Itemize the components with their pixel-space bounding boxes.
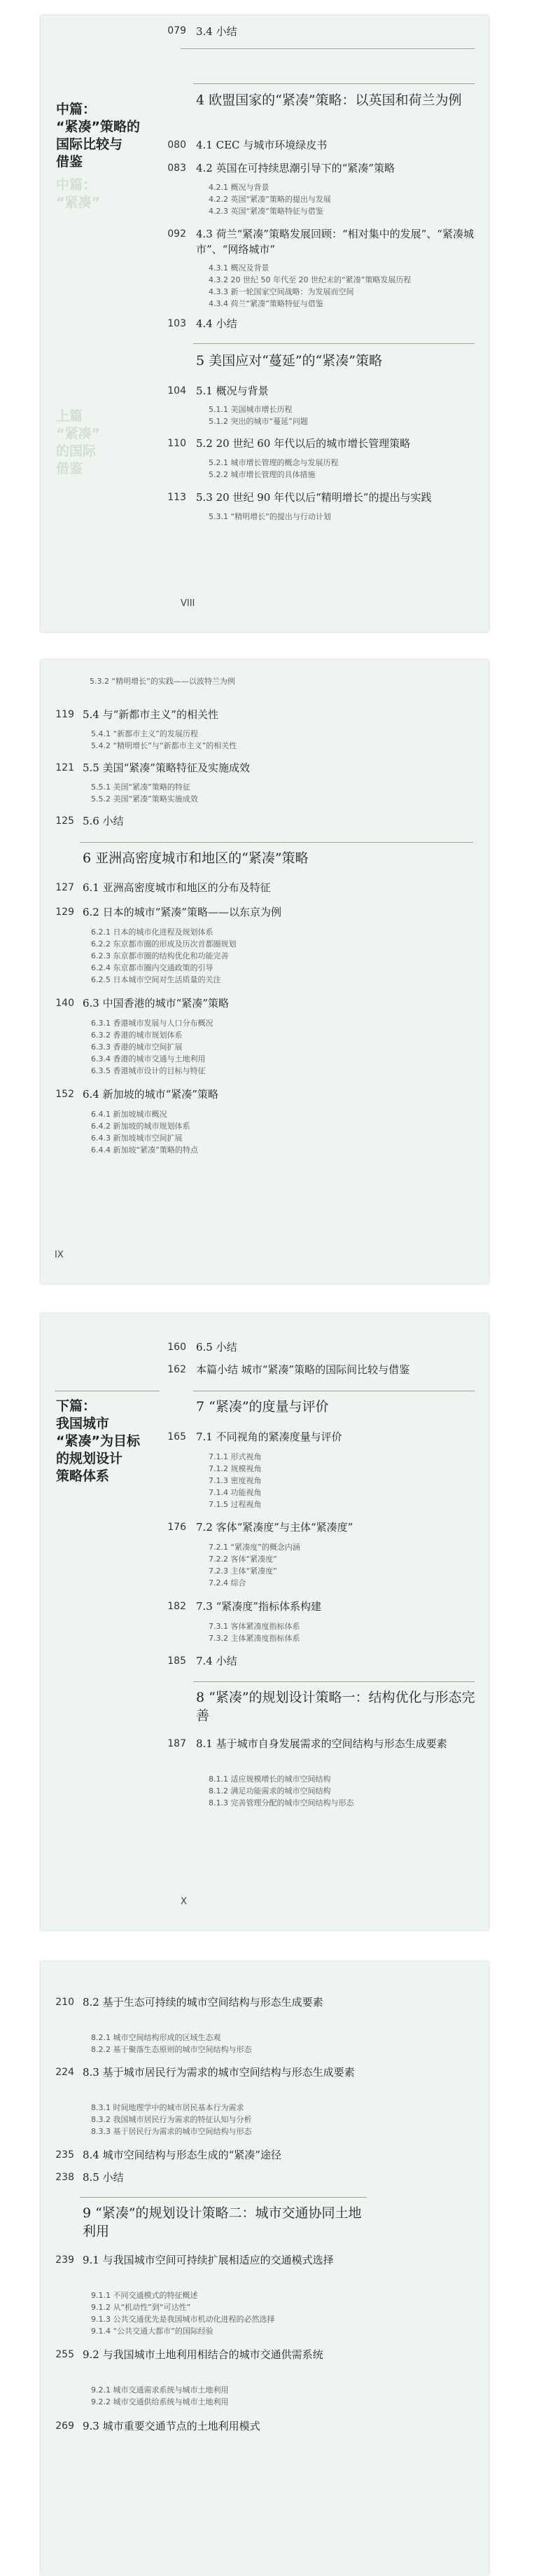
subsection: 8.3.2 我国城市居民行为需求的特征认知与分析 <box>91 2115 252 2124</box>
subsection: 6.4.2 新加坡的城市规划体系 <box>91 1122 190 1131</box>
subsection: 7.3.1 客体紧凑度指标体系 <box>209 1622 300 1631</box>
chapter-7-title: 7 “紧凑”的度量与评价 <box>196 1399 329 1414</box>
entry-title: 5.3 20 世纪 90 年代以后“精明增长”的提出与实践 <box>196 491 432 504</box>
subsection: 8.2.1 城市空间结构形成的区域生态观 <box>91 2033 221 2042</box>
subsection: 5.3.1 “精明增长”的提出与行动计划 <box>209 512 331 521</box>
subsection: 6.3.1 香港城市发展与人口分布概况 <box>91 1019 214 1028</box>
chapter-rule <box>80 842 473 843</box>
subsection: 9.1.1 不同交通模式的特征概述 <box>91 2291 198 2300</box>
entry-title: 8.3 基于城市居民行为需求的城市空间结构与形态生成要素 <box>83 2066 355 2079</box>
chapter-4-title: 4 欧盟国家的“紧凑”策略：以英国和荷兰为例 <box>196 92 462 108</box>
entry-title: 6.5 小结 <box>196 1341 237 1354</box>
page-number: 176 <box>167 1522 186 1533</box>
subsection: 4.3.3 新一轮国家空间战略：为发展而空间 <box>209 287 354 296</box>
subsection: 8.1.2 满足功能需求的城市空间结构 <box>209 1786 331 1796</box>
page-number: 255 <box>55 2349 74 2360</box>
subsection: 5.4.1 “新都市主义”的发展历程 <box>91 729 198 738</box>
entry-title: 9.1 与我国城市空间可持续扩展相适应的交通模式选择 <box>83 2254 334 2266</box>
subsection: 7.1.5 过程视角 <box>209 1500 262 1509</box>
page-number: 239 <box>55 2254 74 2266</box>
subsection: 5.4.2 “精明增长”与“新都市主义”的相关性 <box>91 741 237 750</box>
subsection: 5.3.2 “精明增长”的实践——以波特兰为例 <box>90 677 235 686</box>
entry-title: 7.1 不同视角的紧凑度量与评价 <box>196 1431 342 1443</box>
part-heading-lower: 下篇： 我国城市 “紧凑”为目标 的规划设计 策略体系 <box>56 1398 140 1484</box>
subsection: 4.3.4 荷兰“紧凑”策略特征与借鉴 <box>209 299 323 308</box>
chapter-rule <box>80 2197 367 2198</box>
page-number: 127 <box>55 882 74 893</box>
subsection: 7.1.1 形式视角 <box>209 1452 262 1461</box>
page-number: 224 <box>55 2067 74 2078</box>
page-number: 162 <box>167 1364 186 1375</box>
entry-title: 4.3 荷兰“紧凑”策略发展回顾：“相对集中的发展”、“紧凑城市”、“网络城市” <box>196 228 474 256</box>
page-number: 160 <box>167 1342 186 1353</box>
page-number: 103 <box>167 318 186 329</box>
entry-title: 4.1 CEC 与城市环境绿皮书 <box>196 139 328 151</box>
subsection: 6.4.1 新加坡城市概况 <box>91 1110 167 1119</box>
chapter-9-title: 9 “紧凑”的规划设计策略二：城市交通协同土地利用 <box>83 2205 362 2239</box>
entry-title: 9.3 城市重要交通节点的土地利用模式 <box>83 2420 260 2432</box>
entry-title: 8.5 小结 <box>83 2171 124 2184</box>
entry-title: 5.1 概况与背景 <box>196 385 269 397</box>
entry-title: 7.2 客体“紧凑度”与主体“紧凑度” <box>196 1521 354 1534</box>
entry-title: 5.4 与“新都市主义”的相关性 <box>83 708 218 721</box>
subsection: 6.3.4 香港的城市交通与土地利用 <box>91 1054 206 1063</box>
page-number: 235 <box>55 2149 74 2161</box>
page-number: 104 <box>167 385 186 397</box>
page-number: 152 <box>55 1089 74 1100</box>
subsection: 6.2.2 东京都市圈的形成及历次首都圈规划 <box>91 939 237 949</box>
entry-title: 5.5 美国“紧凑”策略特征及实施成效 <box>83 762 250 774</box>
page-number: 121 <box>55 762 74 773</box>
subsection: 7.1.2 规模视角 <box>209 1464 262 1473</box>
page-folio: IX <box>55 1250 64 1260</box>
page-number: 110 <box>167 438 186 449</box>
subsection: 4.2.1 概况与背景 <box>209 183 270 192</box>
chapter-rule <box>193 1681 475 1682</box>
page-number: 140 <box>55 998 74 1009</box>
chapter-5-title: 5 美国应对“蔓延”的“紧凑”策略 <box>196 353 382 369</box>
chapter-6-title: 6 亚洲高密度城市和地区的“紧凑”策略 <box>83 850 309 866</box>
chapter-rule <box>193 343 475 344</box>
subsection: 5.2.1 城市增长管理的概念与发展历程 <box>209 458 339 467</box>
entry-title: 7.3 “紧凑度”指标体系构建 <box>196 1600 321 1613</box>
subsection: 4.3.2 20 世纪 50 年代至 20 世纪末的“紧凑”策略发展历程 <box>209 275 412 284</box>
faded-show-through-text: 中篇： “紧凑” <box>56 177 100 210</box>
page-folio: X <box>181 1896 187 1907</box>
entry-title: 6.1 亚洲高密度城市和地区的分布及特征 <box>83 881 271 894</box>
toc-page-viii <box>41 15 489 632</box>
subsection: 9.1.3 公共交通优先是我国城市机动化进程的必然选择 <box>91 2315 275 2324</box>
divider <box>181 48 475 49</box>
entry-title: 6.3 中国香港的城市“紧凑”策略 <box>83 997 229 1010</box>
subsection: 8.3.1 时间地理学中的城市居民基本行为需求 <box>91 2103 244 2112</box>
page-number: 125 <box>55 815 74 827</box>
subsection: 8.1.1 适应规模增长的城市空间结构 <box>209 1775 331 1784</box>
page-number: 083 <box>167 163 186 174</box>
subsection: 7.2.4 综合 <box>209 1578 246 1587</box>
subsection: 5.5.1 美国“紧凑”策略的特征 <box>91 783 190 792</box>
subsection: 7.1.3 密度视角 <box>209 1476 262 1485</box>
page-number: 269 <box>55 2420 74 2432</box>
entry-title: 5.2 20 世纪 60 年代以后的城市增长管理策略 <box>196 437 411 450</box>
page-number: 080 <box>167 139 186 151</box>
subsection: 6.4.4 新加坡“紧凑”策略的特点 <box>91 1145 198 1155</box>
page-number: 165 <box>167 1431 186 1442</box>
subsection: 5.1.1 美国城市增长历程 <box>209 405 293 414</box>
subsection: 7.2.2 客体“紧凑度” <box>209 1555 277 1564</box>
subsection: 4.2.2 英国“紧凑”策略的提出与发展 <box>209 195 331 204</box>
entry-title: 8.1 基于城市自身发展需求的空间结构与形态生成要素 <box>196 1737 447 1750</box>
entry-title: 7.4 小结 <box>196 1655 237 1667</box>
part-heading-middle: 中篇： “紧凑”策略的 国际比较与 借鉴 <box>56 102 140 170</box>
subsection: 5.2.2 城市增长管理的具体措施 <box>209 470 316 479</box>
subsection: 9.1.2 从“机动性”到“可达性” <box>91 2303 191 2312</box>
entry-title: 9.2 与我国城市土地利用相结合的城市交通供需系统 <box>83 2348 323 2361</box>
entry-title: 5.6 小结 <box>83 815 124 827</box>
subsection: 6.3.2 香港的城市规划体系 <box>91 1031 183 1040</box>
page-number: 182 <box>167 1601 186 1612</box>
faded-show-through-text: 上篇 “紧凑” 的国际 借鉴 <box>56 408 100 476</box>
entry-title: 4.4 小结 <box>196 317 237 330</box>
page-number: 119 <box>55 709 74 720</box>
page-number: 187 <box>167 1738 186 1749</box>
chapter-8-title: 8 “紧凑”的规划设计策略一：结构优化与形态完善 <box>196 1690 475 1723</box>
subsection: 8.2.2 基于聚落生态原则的城市空间结构与形态 <box>91 2045 252 2054</box>
subsection: 7.1.4 功能视角 <box>209 1488 262 1497</box>
subsection: 4.2.3 英国“紧凑”策略特征与借鉴 <box>209 207 323 216</box>
entry-title: 3.4 小结 <box>196 25 237 38</box>
subsection: 9.2.2 城市交通供给系统与城市土地利用 <box>91 2397 229 2406</box>
entry-title: 4.2 英国在可持续思潮引导下的“紧凑”策略 <box>196 162 395 174</box>
subsection: 6.2.5 日本城市空间对生活质量的关注 <box>91 975 221 984</box>
subsection: 9.2.1 城市交通需求系统与城市土地利用 <box>91 2385 229 2395</box>
subsection: 5.1.2 突出的城市“蔓延”问题 <box>209 417 308 426</box>
page-number: 113 <box>167 492 186 503</box>
page-number: 079 <box>167 25 186 36</box>
page-number: 238 <box>55 2172 74 2183</box>
subsection: 6.4.3 新加坡城市空间扩展 <box>91 1134 183 1143</box>
subsection: 9.1.4 “公共交通大都市”的国际经验 <box>91 2327 214 2336</box>
subsection: 6.2.4 东京都市圈内交通政策的引导 <box>91 963 214 972</box>
entry-title: 6.4 新加坡的城市“紧凑”策略 <box>83 1088 218 1101</box>
page-number: 210 <box>55 1997 74 2008</box>
entry-title: 6.2 日本的城市“紧凑”策略——以东京为例 <box>83 906 281 918</box>
page-number: 185 <box>167 1655 186 1667</box>
subsection: 7.3.2 主体紧凑度指标体系 <box>209 1634 300 1643</box>
subsection: 5.5.2 美国“紧凑”策略实施成效 <box>91 794 198 804</box>
chapter-rule <box>193 83 475 84</box>
subsection: 6.3.3 香港的城市空间扩展 <box>91 1042 183 1052</box>
subsection: 6.2.1 日本的城市化进程及规划体系 <box>91 928 214 937</box>
subsection: 7.2.3 主体“紧凑度” <box>209 1566 277 1576</box>
entry-title: 本篇小结 城市“紧凑”策略的国际间比较与借鉴 <box>196 1363 410 1376</box>
page-number: 129 <box>55 907 74 918</box>
toc-page-ix <box>41 660 489 1283</box>
page-folio: VIII <box>181 598 195 609</box>
subsection: 7.2.1 “紧凑度”的概念内涵 <box>209 1543 300 1552</box>
subsection: 8.1.3 完善管理分配的城市空间结构与形态 <box>209 1798 354 1807</box>
subsection: 4.3.1 概况及背景 <box>209 263 270 273</box>
entry-title: 8.2 基于生态可持续的城市空间结构与形态生成要素 <box>83 1996 323 2009</box>
toc-page-xi <box>41 1962 489 2576</box>
subsection: 6.3.5 香港城市设计的目标与特征 <box>91 1066 206 1075</box>
toc-page-x <box>41 1314 489 1930</box>
entry-title: 8.4 城市空间结构与形态生成的“紧凑”途径 <box>83 2149 281 2161</box>
subsection: 6.2.3 东京都市圈的结构优化和功能完善 <box>91 951 229 960</box>
subsection: 8.3.3 基于居民行为需求的城市空间结构与形态 <box>91 2127 252 2136</box>
page-number: 092 <box>167 228 186 240</box>
